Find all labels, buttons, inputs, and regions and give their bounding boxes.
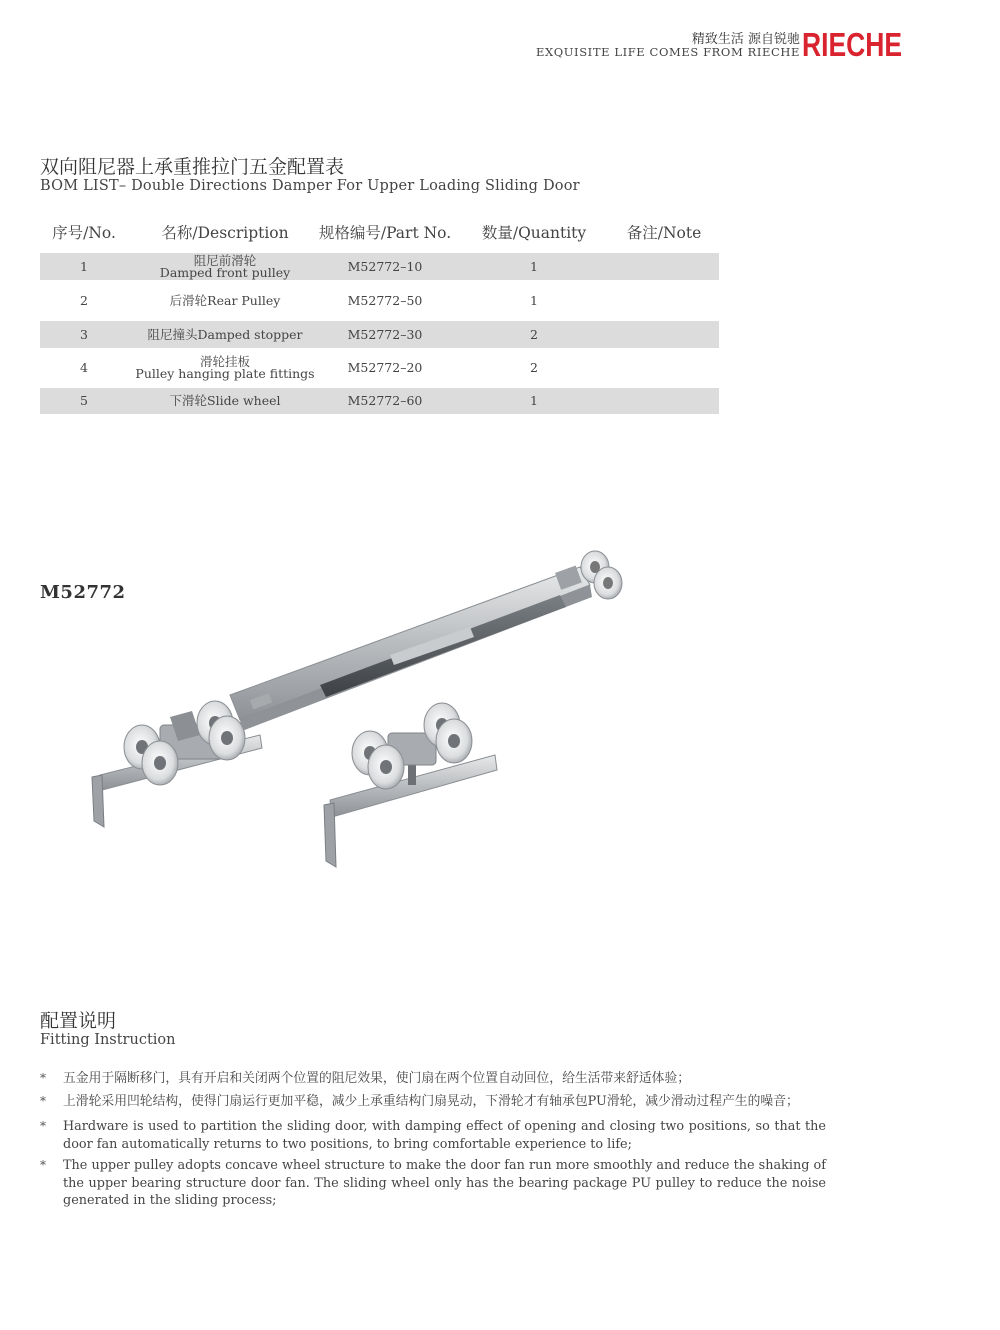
row-description: 下滑轮Slide wheel bbox=[169, 393, 281, 408]
fitting-title-en: Fitting Instruction bbox=[40, 1032, 176, 1048]
row-description-en: Pulley hanging plate fittings bbox=[135, 366, 315, 381]
table-row bbox=[40, 321, 719, 348]
list-item-text: 上滑轮采用凹轮结构，使得门扇运行更加平稳，减少上承重结构门扇晃动，下滑轮才有轴承包PU滑轮，减少滑动过程产生的噪音； bbox=[63, 1093, 799, 1109]
list-item-text: 五金用于隔断移门，具有开启和关闭两个位置的阻尼效果，使门扇在两个位置自动回位，给生活带来舒适体验； bbox=[63, 1071, 691, 1086]
header-quantity: 数量/Quantity bbox=[481, 224, 587, 242]
row-part-no: M52772–30 bbox=[347, 326, 423, 342]
product-image bbox=[90, 545, 640, 875]
fitting-list bbox=[40, 1070, 826, 1214]
row-part-no: M52772–20 bbox=[347, 360, 423, 375]
header-note: 备注/Note bbox=[626, 224, 702, 242]
header-part-no: 规格编号/Part No. bbox=[318, 224, 452, 242]
row-quantity: 1 bbox=[530, 258, 538, 274]
bullet-mark: * bbox=[40, 1071, 46, 1085]
model-number: M52772 bbox=[40, 582, 126, 603]
logo-text: RIECHE bbox=[802, 26, 902, 63]
table-header bbox=[40, 219, 719, 253]
bullet-mark: * bbox=[40, 1158, 46, 1172]
table-row bbox=[40, 253, 719, 280]
row-part-no: M52772–60 bbox=[347, 393, 423, 408]
fitting-title-cn: 配置说明 bbox=[40, 1010, 117, 1032]
list-item bbox=[40, 1070, 826, 1088]
row-quantity: 1 bbox=[530, 393, 538, 408]
row-description-cn: 滑轮挂板 bbox=[199, 354, 251, 369]
rieche-logo bbox=[802, 26, 902, 63]
table-row bbox=[40, 287, 719, 314]
brand-slogan-cn: 精致生活 源自锐驰 bbox=[691, 32, 800, 47]
list-item bbox=[40, 1157, 826, 1210]
row-no: 3 bbox=[80, 326, 88, 342]
row-no: 2 bbox=[80, 292, 88, 308]
row-no: 4 bbox=[80, 360, 88, 375]
row-description: 阻尼撞头Damped stopper bbox=[147, 326, 303, 342]
bullet-mark: * bbox=[40, 1119, 46, 1133]
row-description-cn: 阻尼前滑轮 bbox=[193, 252, 257, 268]
brand-slogan-en: EXQUISITE LIFE COMES FROM RIECHE bbox=[535, 45, 800, 59]
row-part-no: M52772–50 bbox=[347, 292, 423, 308]
list-item bbox=[40, 1093, 826, 1111]
damper-rail bbox=[230, 567, 592, 731]
table-row bbox=[40, 348, 719, 388]
title-en: BOM LIST– Double Directions Damper For Upper Loading Sliding Door bbox=[40, 178, 580, 194]
hanging-plate-pulley bbox=[324, 703, 497, 867]
bom-table bbox=[40, 219, 719, 414]
rear-pulley bbox=[92, 701, 262, 827]
row-description bbox=[135, 356, 314, 380]
list-item-text: Hardware is used to partition the sliding door, with damping effect of opening and closing two positions, so that the door fan automatically returns to two positions, to bring comfortable experience to life; bbox=[63, 1119, 826, 1152]
row-part-no: M52772–10 bbox=[347, 258, 423, 274]
row-description-en: Damped front pulley bbox=[159, 264, 291, 280]
table-row bbox=[40, 388, 719, 414]
row-no: 5 bbox=[80, 393, 88, 408]
list-item bbox=[40, 1118, 826, 1153]
row-description bbox=[159, 252, 291, 280]
header-no: 序号/No. bbox=[52, 224, 116, 242]
list-item-text: The upper pulley adopts concave wheel structure to make the door fan run more smoothly and reduce the shaking of the upper bearing structure door fan. The sliding wheel only has the bearing package PU pulley to reduce the noise generated in the sliding process; bbox=[63, 1158, 826, 1208]
bullet-mark: * bbox=[40, 1093, 46, 1108]
header-description: 名称/Description bbox=[161, 224, 289, 242]
row-quantity: 2 bbox=[530, 326, 538, 342]
row-quantity: 1 bbox=[530, 292, 538, 308]
row-description: 后滑轮Rear Pulley bbox=[169, 292, 281, 308]
row-no: 1 bbox=[80, 258, 88, 274]
title-cn: 双向阻尼器上承重推拉门五金配置表 bbox=[40, 156, 345, 178]
row-quantity: 2 bbox=[530, 360, 538, 375]
